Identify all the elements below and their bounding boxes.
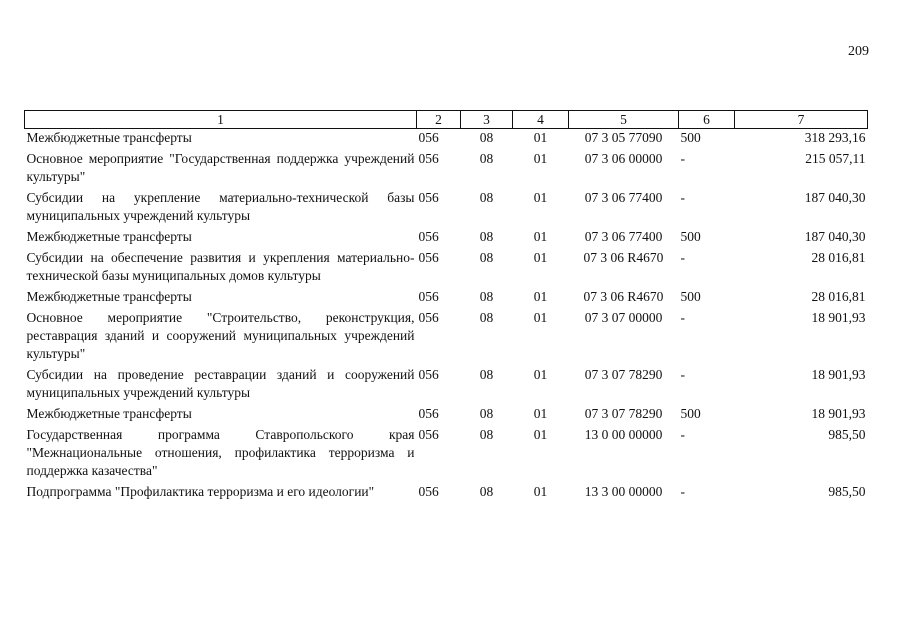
subsection-code: 01 <box>533 130 548 145</box>
amount: 18 901,93 <box>811 367 866 382</box>
item-name: Основное мероприятие "Государственная поддержка учреждений культуры" <box>26 151 415 184</box>
item-name: Государственная программа Ставропольского края "Межнациональные отношения, профилактика терроризма и поддержка казачества" <box>26 427 415 478</box>
section-code: 08 <box>479 310 494 325</box>
item-name: Межбюджетные трансферты <box>26 229 192 244</box>
target-article-code: 07 3 06 77400 <box>584 229 663 244</box>
column-header: 6 <box>679 111 735 129</box>
amount: 215 057,11 <box>805 151 866 166</box>
subsection-code: 01 <box>533 250 548 265</box>
section-code: 08 <box>479 250 494 265</box>
column-header: 5 <box>569 111 679 129</box>
expense-type-code: - <box>680 151 685 166</box>
target-article-code: 07 3 06 R4670 <box>583 289 664 304</box>
section-code: 08 <box>479 151 494 166</box>
item-name: Основное мероприятие "Строительство, реконструкция, реставрация зданий и сооружений муниципальных учреждений культуры" <box>26 310 415 361</box>
header-row <box>25 111 868 129</box>
expense-type-code: 500 <box>680 406 701 421</box>
column-header: 7 <box>735 111 868 129</box>
amount: 28 016,81 <box>811 289 866 304</box>
target-article-code: 07 3 07 00000 <box>584 310 663 325</box>
ministry-code: 056 <box>418 229 439 244</box>
table-row <box>25 228 868 249</box>
subsection-code: 01 <box>533 484 548 499</box>
subsection-code: 01 <box>533 190 548 205</box>
target-article-code: 07 3 06 77400 <box>584 190 663 205</box>
amount: 18 901,93 <box>811 406 866 421</box>
table-row <box>25 129 868 151</box>
subsection-code: 01 <box>533 406 548 421</box>
amount: 187 040,30 <box>804 190 866 205</box>
subsection-code: 01 <box>533 367 548 382</box>
subsection-code: 01 <box>533 289 548 304</box>
column-header: 3 <box>461 111 513 129</box>
expense-type-code: - <box>680 190 685 205</box>
section-code: 08 <box>479 367 494 382</box>
page-number: 209 <box>848 44 869 59</box>
amount: 28 016,81 <box>811 250 866 265</box>
subsection-code: 01 <box>533 151 548 166</box>
expense-type-code: 500 <box>680 289 701 304</box>
section-code: 08 <box>479 484 494 499</box>
item-name: Подпрограмма "Профилактика терроризма и его идеологии" <box>26 484 375 499</box>
amount: 318 293,16 <box>804 130 866 145</box>
section-code: 08 <box>479 190 494 205</box>
item-name: Межбюджетные трансферты <box>26 289 192 304</box>
ministry-code: 056 <box>418 289 439 304</box>
target-article-code: 07 3 05 77090 <box>584 130 663 145</box>
column-header: 1 <box>25 111 417 129</box>
table-row <box>25 189 868 228</box>
section-code: 08 <box>479 406 494 421</box>
target-article-code: 07 3 06 R4670 <box>583 250 664 265</box>
table-row <box>25 150 868 189</box>
ministry-code: 056 <box>418 190 439 205</box>
ministry-code: 056 <box>418 151 439 166</box>
expense-type-code: - <box>680 250 685 265</box>
ministry-code: 056 <box>418 250 439 265</box>
table-row <box>25 483 868 504</box>
expense-type-code: - <box>680 367 685 382</box>
item-name: Субсидии на проведение реставрации зданий и сооружений муниципальных учреждений культуры <box>26 367 415 400</box>
target-article-code: 07 3 07 78290 <box>584 406 663 421</box>
section-code: 08 <box>479 130 494 145</box>
ministry-code: 056 <box>418 427 439 442</box>
budget-table <box>24 110 868 504</box>
section-code: 08 <box>479 289 494 304</box>
target-article-code: 07 3 06 00000 <box>584 151 663 166</box>
item-name: Межбюджетные трансферты <box>26 130 192 145</box>
ministry-code: 056 <box>418 367 439 382</box>
amount: 187 040,30 <box>804 229 866 244</box>
expense-type-code: - <box>680 310 685 325</box>
target-article-code: 13 3 00 00000 <box>584 484 663 499</box>
expense-type-code: 500 <box>680 130 701 145</box>
column-header: 4 <box>513 111 569 129</box>
table-row <box>25 405 868 426</box>
table-row <box>25 249 868 288</box>
ministry-code: 056 <box>418 310 439 325</box>
table-row <box>25 426 868 483</box>
ministry-code: 056 <box>418 406 439 421</box>
item-name: Межбюджетные трансферты <box>26 406 192 421</box>
column-header: 2 <box>417 111 461 129</box>
item-name: Субсидии на укрепление материально-технической базы муниципальных учреждений культуры <box>26 190 415 223</box>
expense-type-code: - <box>680 484 685 499</box>
table-row <box>25 309 868 366</box>
expense-type-code: 500 <box>680 229 701 244</box>
amount: 18 901,93 <box>811 310 866 325</box>
section-code: 08 <box>479 427 494 442</box>
amount: 985,50 <box>828 427 866 442</box>
section-code: 08 <box>479 229 494 244</box>
ministry-code: 056 <box>418 130 439 145</box>
subsection-code: 01 <box>533 427 548 442</box>
table-row <box>25 366 868 405</box>
item-name: Субсидии на обеспечение развития и укрепления материально-технической базы муниципальных домов культуры <box>26 250 415 283</box>
subsection-code: 01 <box>533 229 548 244</box>
expense-type-code: - <box>680 427 685 442</box>
subsection-code: 01 <box>533 310 548 325</box>
target-article-code: 13 0 00 00000 <box>584 427 663 442</box>
table-row <box>25 288 868 309</box>
target-article-code: 07 3 07 78290 <box>584 367 663 382</box>
ministry-code: 056 <box>418 484 439 499</box>
amount: 985,50 <box>828 484 866 499</box>
